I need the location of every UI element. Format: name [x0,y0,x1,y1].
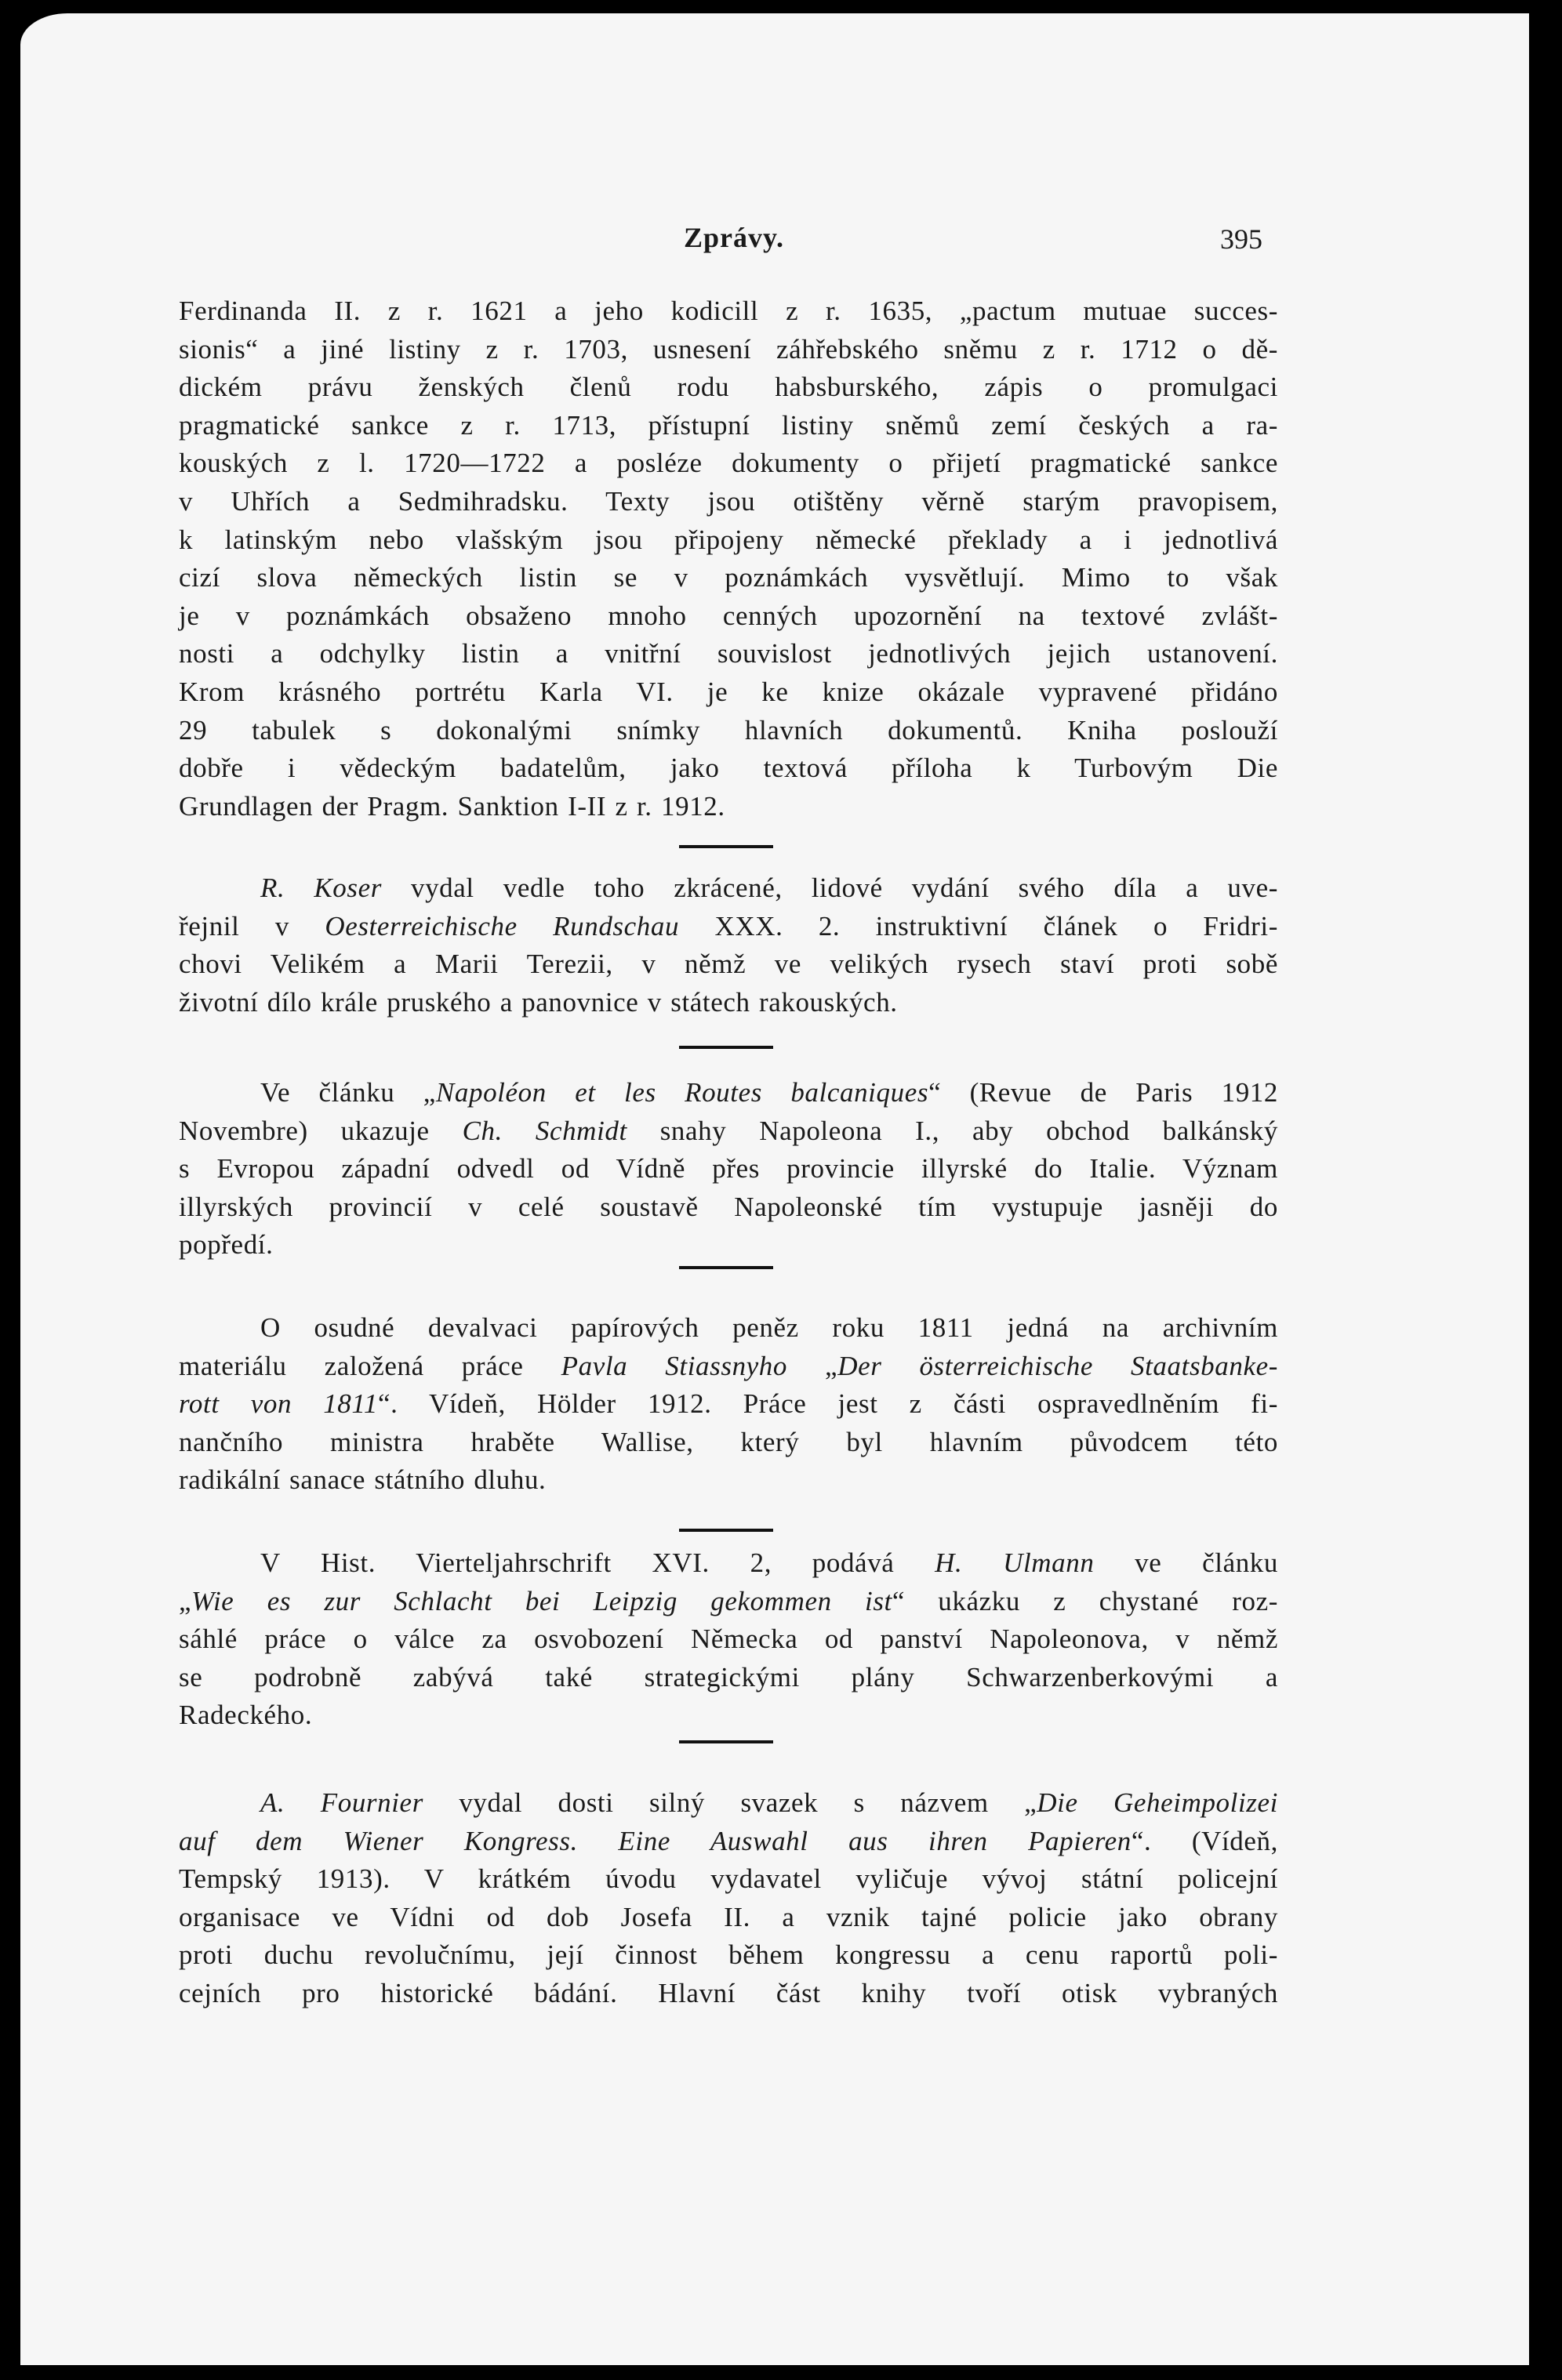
text-line [179,559,1278,597]
text-line [179,635,1278,673]
separator-rule [679,1740,773,1743]
text-segment: cizí slova německých listin se v poznámkách vysvětlují. Mimo to však [179,562,1278,593]
text-line [179,597,1278,636]
text-segment: Tempský 1913). V krátkém úvodu vydavatel vyličuje vývoj státní policejní [179,1863,1278,1895]
text-segment: „ [179,1585,192,1616]
text-segment: řejnil v [179,910,325,941]
italic-text: A. Fournier [260,1787,423,1818]
text-line [179,1860,1278,1899]
text-segment: nosti a odchylky listin a vnitřní souvislost jednotlivých jejich ustanovení. [179,638,1278,669]
text-segment: je v poznámkách obsaženo mnoho cenných upozornění na textové zvlášt- [179,600,1278,631]
text-line [179,444,1278,483]
italic-text: auf dem Wiener Kongress. Eine Auswahl aus ihren Papieren [179,1825,1132,1856]
text-segment: se podrobně zabývá také strategickými plány Schwarzenberkovými a [179,1661,1278,1692]
text-segment: Radeckého. [179,1700,313,1731]
separator-rule [679,1529,773,1532]
text-segment: dobře i vědeckým badatelům, jako textová příloha k Turbovým Die [179,753,1278,784]
separator-rule [679,1046,773,1049]
italic-text: Napoléon et les Routes balcaniques [435,1077,929,1108]
text-segment: popředí. [179,1229,274,1261]
text-line [179,984,1278,1022]
text-line [179,1899,1278,1937]
italic-text: Wie es zur Schlacht bei Leipzig gekommen ist [191,1585,892,1616]
paragraph [179,292,1278,825]
text-line [179,1659,1278,1697]
text-segment: 29 tabulek s dokonalými snímky hlavních dokumentů. Kniha poslouží [179,714,1278,746]
text-line [179,331,1278,369]
text-line [179,1385,1278,1424]
paragraph [179,869,1278,1021]
text-segment: kouských z l. 1720—1722 a posléze dokumenty o přijetí pragmatické sankce [179,448,1278,479]
text-line [179,788,1278,826]
text-line [179,1461,1278,1500]
text-line [179,1188,1278,1227]
text-segment: organisace ve Vídni od dob Josefa II. a vznik tajné policie jako obrany [179,1901,1278,1932]
text-line [179,1696,1278,1735]
text-segment: O osudné devalvaci papírových peněz roku 1811 jedná na archivním [260,1312,1278,1343]
paragraph [179,1309,1278,1500]
text-line [179,407,1278,445]
text-segment: vydal dosti silný svazek s názvem „ [423,1787,1037,1818]
text-line [179,1823,1278,1861]
text-segment: cejních pro historické bádání. Hlavní část knihy tvoří otisk vybraných [179,1977,1278,2008]
italic-text: Ch. Schmidt [462,1115,627,1146]
italic-text: Pavla Stiassnyho [561,1350,788,1381]
text-segment: pragmatické sankce z r. 1713, přístupní listiny sněmů zemí českých a ra- [179,409,1278,441]
text-segment: “. (Vídeň, [1131,1825,1278,1856]
text-segment: proti duchu revolučnímu, její činnost během kongressu a cenu raportů poli- [179,1939,1278,1971]
text-segment: chovi Velikém a Marii Terezii, v němž ve velikých rysech staví proti sobě [179,949,1278,980]
text-line [179,869,1278,908]
text-segment: V Hist. Vierteljahrschrift XVI. 2, podává [260,1547,935,1578]
text-line [179,1424,1278,1462]
paragraph [179,1784,1278,2013]
text-line [179,1150,1278,1188]
text-line [179,1074,1278,1112]
text-segment: Krom krásného portrétu Karla VI. je ke knize okázale vypravené přidáno [179,676,1278,707]
text-line [179,712,1278,750]
text-line [179,1583,1278,1621]
text-line [179,1975,1278,2013]
italic-text: Oesterreichische Rundschau [325,910,680,941]
italic-text: rott von 1811 [179,1388,379,1420]
text-segment: “ ukázku z chystané roz- [892,1585,1278,1616]
text-segment: dickém právu ženských členů rodu habsburského, zápis o promulgaci [179,372,1278,403]
italic-text: Der österreichische Staatsbanke- [837,1350,1278,1381]
text-line [179,1226,1278,1264]
text-segment: v Uhřích a Sedmihradsku. Texty jsou otištěny věrně starým pravopisem, [179,485,1278,517]
text-segment: radikální sanace státního dluhu. [179,1464,547,1496]
text-segment: “. Vídeň, Hölder 1912. Práce jest z části ospravedlněním fi- [378,1388,1278,1420]
text-line [179,945,1278,984]
text-segment: snahy Napoleona I., aby obchod balkánský [627,1115,1278,1146]
italic-text: Die Geheimpolizei [1037,1787,1278,1818]
text-line [179,1620,1278,1659]
text-segment: nančního ministra hraběte Wallise, který byl hlavním původcem této [179,1426,1278,1457]
section-title: Zprávy. [683,222,785,253]
page-number: 395 [1220,223,1262,255]
running-header [0,221,1562,254]
text-line [179,483,1278,521]
text-line [179,1544,1278,1583]
text-line [179,521,1278,560]
text-segment: s Evropou západní odvedl od Vídně přes provincie illyrské do Italie. Význam [179,1153,1278,1185]
text-line [179,1348,1278,1386]
text-segment: ve článku [1094,1547,1278,1578]
text-line [179,749,1278,788]
text-segment: materiálu založená práce [179,1350,561,1381]
text-line [179,1936,1278,1975]
separator-rule [679,845,773,848]
text-segment: sionis“ a jiné listiny z r. 1703, usnesení záhřebského sněmu z r. 1712 o dě- [179,333,1278,365]
text-segment: Ferdinanda II. z r. 1621 a jeho kodicill z r. 1635, „pactum mutuae succes- [179,296,1278,326]
text-segment: Grundlagen der Pragm. Sanktion I-II z r. 1912. [179,790,725,822]
text-segment: Novembre) ukazuje [179,1115,463,1146]
text-segment: k latinským nebo vlašským jsou připojeny německé překlady a i jednotlivá [179,524,1278,555]
text-line [179,1784,1278,1823]
text-line [179,1309,1278,1348]
text-segment: Ve článku „ [260,1077,436,1108]
italic-text: R. Koser [260,873,382,903]
text-segment: illyrských provincií v celé soustavě Napoleonské tím vystupuje jasněji do [179,1191,1278,1222]
text-segment: sáhlé práce o válce za osvobození Německa od panství Napoleonova, v němž [179,1624,1278,1655]
text-segment: vydal vedle toho zkrácené, lidové vydání svého díla a uve- [381,873,1278,903]
text-line [179,673,1278,712]
text-segment: „ [787,1350,838,1381]
text-line [179,292,1278,331]
text-line [179,1112,1278,1151]
text-line [179,908,1278,946]
text-line [179,368,1278,407]
text-segment: životní dílo krále pruského a panovnice v státech rakouských. [179,986,898,1018]
text-segment: “ (Revue de Paris 1912 [928,1077,1279,1108]
separator-rule [679,1266,773,1269]
italic-text: H. Ulmann [935,1547,1095,1578]
paragraph [179,1074,1278,1264]
text-segment: XXX. 2. instruktivní článek o Fridri- [679,910,1279,941]
paragraph [179,1544,1278,1735]
